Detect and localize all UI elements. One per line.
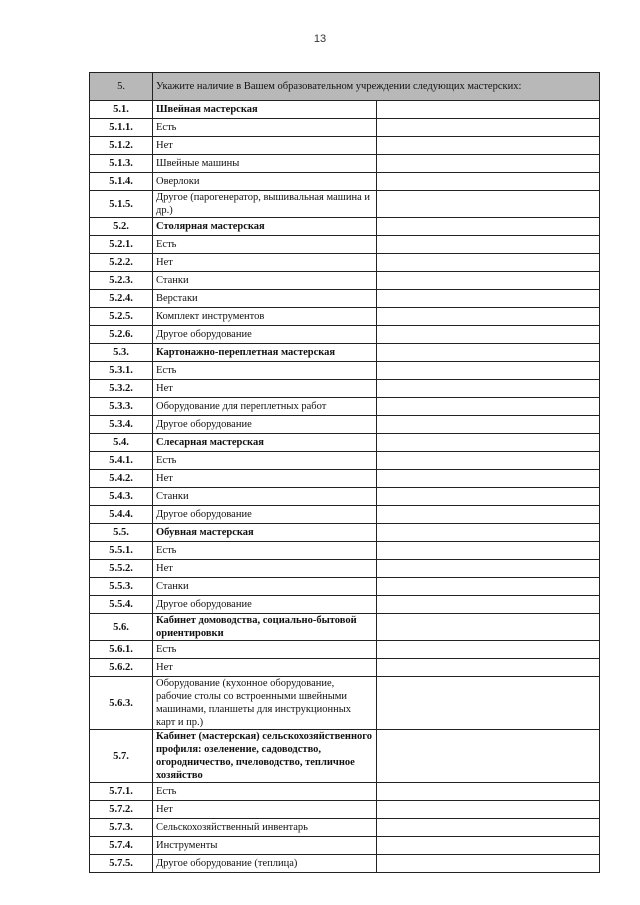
- table-header-row: [90, 73, 600, 101]
- answer-mark-cell[interactable]: [376, 488, 600, 506]
- row-number: 5.6.2.: [90, 659, 153, 677]
- table-row: [90, 819, 600, 837]
- table-row: [90, 416, 600, 434]
- table-row: [90, 452, 600, 470]
- answer-mark-cell[interactable]: [376, 506, 600, 524]
- row-number: 5.2.: [90, 218, 153, 236]
- row-label: Есть: [153, 452, 377, 470]
- table-row: [90, 137, 600, 155]
- row-label: Оверлоки: [153, 173, 377, 191]
- row-number: 5.7.4.: [90, 837, 153, 855]
- workshops-table: [89, 72, 600, 873]
- table-row: [90, 596, 600, 614]
- row-number: 5.5.4.: [90, 596, 153, 614]
- table-row: [90, 398, 600, 416]
- row-label: Станки: [153, 578, 377, 596]
- table-row: [90, 470, 600, 488]
- answer-mark-cell[interactable]: [376, 218, 600, 236]
- row-number: 5.2.2.: [90, 254, 153, 272]
- answer-mark-cell[interactable]: [376, 308, 600, 326]
- section-title: Столярная мастерская: [153, 218, 377, 236]
- row-number: 5.1.4.: [90, 173, 153, 191]
- row-label: Оборудование для переплетных работ: [153, 398, 377, 416]
- row-number: 5.2.3.: [90, 272, 153, 290]
- answer-mark-cell[interactable]: [376, 290, 600, 308]
- header-number: 5.: [90, 73, 153, 101]
- row-label: Есть: [153, 641, 377, 659]
- row-number: 5.2.5.: [90, 308, 153, 326]
- row-number: 5.4.3.: [90, 488, 153, 506]
- row-number: 5.1.3.: [90, 155, 153, 173]
- answer-mark-cell[interactable]: [376, 452, 600, 470]
- table-row: [90, 641, 600, 659]
- section-row: [90, 218, 600, 236]
- answer-mark-cell[interactable]: [376, 173, 600, 191]
- section-row: [90, 524, 600, 542]
- answer-mark-cell[interactable]: [376, 272, 600, 290]
- section-title: Картонажно-переплетная мастерская: [153, 344, 377, 362]
- section-title: Кабинет (мастерская) сельскохозяйственного профиля: озеленение, садоводство, огородничество, пчеловодство, тепличное хозяйство: [153, 730, 377, 783]
- section-row: [90, 614, 600, 641]
- row-number: 5.5.: [90, 524, 153, 542]
- table-row: [90, 173, 600, 191]
- table-row: [90, 855, 600, 873]
- row-label: Станки: [153, 488, 377, 506]
- table-row: [90, 155, 600, 173]
- table-row: [90, 677, 600, 730]
- section-title: Обувная мастерская: [153, 524, 377, 542]
- row-label: Другое оборудование: [153, 506, 377, 524]
- row-label: Верстаки: [153, 290, 377, 308]
- answer-mark-cell[interactable]: [376, 560, 600, 578]
- row-label: Есть: [153, 542, 377, 560]
- row-number: 5.7.1.: [90, 783, 153, 801]
- row-number: 5.5.3.: [90, 578, 153, 596]
- table-row: [90, 659, 600, 677]
- answer-mark-cell[interactable]: [376, 344, 600, 362]
- answer-mark-cell[interactable]: [376, 155, 600, 173]
- row-number: 5.2.4.: [90, 290, 153, 308]
- row-number: 5.2.6.: [90, 326, 153, 344]
- row-number: 5.7.3.: [90, 819, 153, 837]
- row-label: Сельскохозяйственный инвентарь: [153, 819, 377, 837]
- table-row: [90, 254, 600, 272]
- answer-mark-cell[interactable]: [376, 578, 600, 596]
- table-row: [90, 837, 600, 855]
- row-label: Есть: [153, 783, 377, 801]
- page-number: 13: [313, 33, 327, 45]
- row-label: Нет: [153, 254, 377, 272]
- row-number: 5.4.1.: [90, 452, 153, 470]
- table-row: [90, 506, 600, 524]
- answer-mark-cell[interactable]: [376, 837, 600, 855]
- answer-mark-cell[interactable]: [376, 819, 600, 837]
- table-row: [90, 801, 600, 819]
- row-number: 5.1.2.: [90, 137, 153, 155]
- row-number: 5.7.5.: [90, 855, 153, 873]
- answer-mark-cell[interactable]: [376, 434, 600, 452]
- row-label: Нет: [153, 380, 377, 398]
- row-label: Нет: [153, 659, 377, 677]
- table-row: [90, 191, 600, 218]
- table-row: [90, 362, 600, 380]
- row-number: 5.1.1.: [90, 119, 153, 137]
- section-row: [90, 101, 600, 119]
- row-number: 5.2.1.: [90, 236, 153, 254]
- row-number: 5.4.2.: [90, 470, 153, 488]
- row-label: Станки: [153, 272, 377, 290]
- table-row: [90, 290, 600, 308]
- row-label: Есть: [153, 236, 377, 254]
- answer-mark-cell[interactable]: [376, 783, 600, 801]
- table-row: [90, 578, 600, 596]
- answer-mark-cell[interactable]: [376, 380, 600, 398]
- answer-mark-cell[interactable]: [376, 542, 600, 560]
- header-question: Укажите наличие в Вашем образовательном учреждении следующих мастерских:: [153, 73, 600, 101]
- section-title: Кабинет домоводства, социально-бытовой ориентировки: [153, 614, 377, 641]
- row-label: Нет: [153, 801, 377, 819]
- row-label: Есть: [153, 362, 377, 380]
- row-label: Комплект инструментов: [153, 308, 377, 326]
- row-number: 5.3.4.: [90, 416, 153, 434]
- row-label: Другое оборудование: [153, 596, 377, 614]
- row-number: 5.7.: [90, 730, 153, 783]
- table-row: [90, 326, 600, 344]
- answer-mark-cell[interactable]: [376, 641, 600, 659]
- section-row: [90, 730, 600, 783]
- section-title: Слесарная мастерская: [153, 434, 377, 452]
- row-number: 5.6.: [90, 614, 153, 641]
- row-number: 5.5.1.: [90, 542, 153, 560]
- section-title: Швейная мастерская: [153, 101, 377, 119]
- answer-mark-cell[interactable]: [376, 801, 600, 819]
- table-row: [90, 308, 600, 326]
- section-row: [90, 344, 600, 362]
- answer-mark-cell[interactable]: [376, 254, 600, 272]
- table-row: [90, 119, 600, 137]
- row-number: 5.7.2.: [90, 801, 153, 819]
- row-number: 5.6.3.: [90, 677, 153, 730]
- section-row: [90, 434, 600, 452]
- answer-mark-cell[interactable]: [376, 596, 600, 614]
- answer-mark-cell[interactable]: [376, 470, 600, 488]
- table-row: [90, 488, 600, 506]
- row-number: 5.4.: [90, 434, 153, 452]
- row-label: Инструменты: [153, 837, 377, 855]
- row-number: 5.3.3.: [90, 398, 153, 416]
- row-label: Есть: [153, 119, 377, 137]
- row-label: Оборудование (кухонное оборудование, рабочие столы со встроенными швейными машинами, планшеты для инструкционных карт и пр.): [153, 677, 377, 730]
- row-number: 5.6.1.: [90, 641, 153, 659]
- answer-mark-cell[interactable]: [376, 236, 600, 254]
- row-number: 5.5.2.: [90, 560, 153, 578]
- row-number: 5.3.: [90, 344, 153, 362]
- row-number: 5.3.2.: [90, 380, 153, 398]
- row-label: Швейные машины: [153, 155, 377, 173]
- table-row: [90, 560, 600, 578]
- row-label: Нет: [153, 470, 377, 488]
- answer-mark-cell[interactable]: [376, 119, 600, 137]
- answer-mark-cell[interactable]: [376, 416, 600, 434]
- answer-mark-cell[interactable]: [376, 362, 600, 380]
- table-row: [90, 783, 600, 801]
- table-row: [90, 380, 600, 398]
- row-label: Другое оборудование: [153, 326, 377, 344]
- table-row: [90, 272, 600, 290]
- row-number: 5.3.1.: [90, 362, 153, 380]
- row-label: Нет: [153, 560, 377, 578]
- answer-mark-cell[interactable]: [376, 730, 600, 783]
- row-label: Другое (парогенератор, вышивальная машина и др.): [153, 191, 377, 218]
- answer-mark-cell[interactable]: [376, 137, 600, 155]
- row-number: 5.1.5.: [90, 191, 153, 218]
- row-number: 5.4.4.: [90, 506, 153, 524]
- row-label: Другое оборудование (теплица): [153, 855, 377, 873]
- answer-mark-cell[interactable]: [376, 659, 600, 677]
- answer-mark-cell[interactable]: [376, 191, 600, 218]
- answer-mark-cell[interactable]: [376, 398, 600, 416]
- table-row: [90, 542, 600, 560]
- table-row: [90, 236, 600, 254]
- answer-mark-cell[interactable]: [376, 677, 600, 730]
- row-label: Нет: [153, 137, 377, 155]
- answer-mark-cell[interactable]: [376, 614, 600, 641]
- answer-mark-cell[interactable]: [376, 101, 600, 119]
- answer-mark-cell[interactable]: [376, 524, 600, 542]
- workshops-table-body: [90, 73, 600, 873]
- answer-mark-cell[interactable]: [376, 855, 600, 873]
- row-number: 5.1.: [90, 101, 153, 119]
- answer-mark-cell[interactable]: [376, 326, 600, 344]
- row-label: Другое оборудование: [153, 416, 377, 434]
